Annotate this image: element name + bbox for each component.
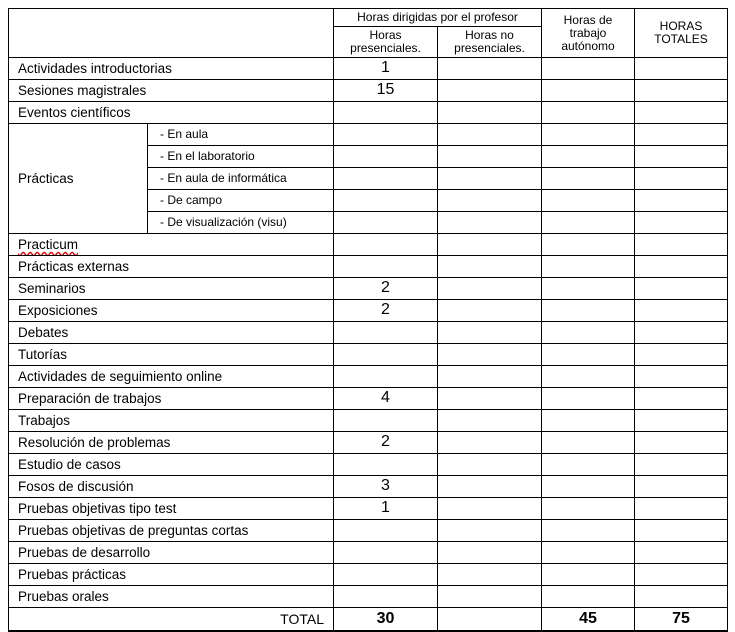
presenciales-cell (334, 168, 438, 190)
no-presenciales-cell (438, 234, 542, 256)
autonomo-cell (542, 432, 635, 454)
table-row (9, 542, 728, 564)
table-row (9, 520, 728, 542)
no-presenciales-cell (438, 454, 542, 476)
practicas-subrow (9, 124, 728, 146)
practicas-label: Prácticas (9, 124, 148, 234)
totales-cell (635, 168, 728, 190)
presenciales-cell: 15 (334, 80, 438, 102)
activity-label: Pruebas objetivas de preguntas cortas (9, 520, 334, 542)
no-presenciales-cell (438, 278, 542, 300)
autonomo-cell (542, 256, 635, 278)
presenciales-cell (334, 146, 438, 168)
activity-label: Estudio de casos (9, 454, 334, 476)
hours-table-container (8, 8, 727, 632)
practicas-sublabel: - En aula de informática (148, 168, 334, 190)
activity-label: Pruebas de desarrollo (9, 542, 334, 564)
table-row (9, 388, 728, 410)
table-row (9, 256, 728, 278)
totales-cell (635, 586, 728, 608)
table-row (9, 432, 728, 454)
table-row (9, 322, 728, 344)
autonomo-cell (542, 366, 635, 388)
no-presenciales-cell (438, 212, 542, 234)
totales-cell (635, 58, 728, 80)
no-presenciales-cell (438, 476, 542, 498)
total-totales: 75 (635, 608, 728, 632)
table-row (9, 300, 728, 322)
activity-label: Debates (9, 322, 334, 344)
header-row-1 (9, 9, 728, 27)
no-presenciales-cell (438, 366, 542, 388)
autonomo-cell (542, 322, 635, 344)
totales-cell (635, 102, 728, 124)
autonomo-cell (542, 278, 635, 300)
presenciales-cell (334, 454, 438, 476)
table-row (9, 102, 728, 124)
presenciales-cell: 2 (334, 300, 438, 322)
activity-label: Pruebas orales (9, 586, 334, 608)
presenciales-cell (334, 124, 438, 146)
header-corner (9, 9, 334, 58)
no-presenciales-cell (438, 542, 542, 564)
practicas-sublabel: - En aula (148, 124, 334, 146)
no-presenciales-cell (438, 102, 542, 124)
total-autonomo: 45 (542, 608, 635, 632)
activity-label: Prácticas externas (9, 256, 334, 278)
table-row (9, 278, 728, 300)
no-presenciales-cell (438, 432, 542, 454)
no-presenciales-cell (438, 168, 542, 190)
presenciales-cell (334, 542, 438, 564)
totales-cell (635, 256, 728, 278)
no-presenciales-cell (438, 344, 542, 366)
totales-cell (635, 300, 728, 322)
totales-cell (635, 498, 728, 520)
totales-cell (635, 564, 728, 586)
activity-label: Actividades de seguimiento online (9, 366, 334, 388)
presenciales-cell: 1 (334, 498, 438, 520)
table-row (9, 498, 728, 520)
table-row (9, 80, 728, 102)
autonomo-cell (542, 520, 635, 542)
autonomo-cell (542, 212, 635, 234)
practicas-sublabel: - De visualización (visu) (148, 212, 334, 234)
activity-label: Tutorías (9, 344, 334, 366)
no-presenciales-cell (438, 80, 542, 102)
autonomo-cell (542, 564, 635, 586)
autonomo-cell (542, 80, 635, 102)
header-totales: HORAS TOTALES (635, 9, 728, 58)
no-presenciales-cell (438, 58, 542, 80)
no-presenciales-cell (438, 410, 542, 432)
total-label: TOTAL (9, 608, 334, 632)
autonomo-cell (542, 410, 635, 432)
presenciales-cell (334, 102, 438, 124)
table-row (9, 344, 728, 366)
no-presenciales-cell (438, 498, 542, 520)
table-row (9, 58, 728, 80)
activity-label: Pruebas objetivas tipo test (9, 498, 334, 520)
activity-label: Trabajos (9, 410, 334, 432)
presenciales-cell (334, 190, 438, 212)
autonomo-cell (542, 388, 635, 410)
practicas-sublabel: - De campo (148, 190, 334, 212)
totales-cell (635, 80, 728, 102)
activity-label: Actividades introductorias (9, 58, 334, 80)
totales-cell (635, 278, 728, 300)
autonomo-cell (542, 344, 635, 366)
table-row (9, 454, 728, 476)
autonomo-cell (542, 146, 635, 168)
autonomo-cell (542, 124, 635, 146)
totales-cell (635, 234, 728, 256)
autonomo-cell (542, 190, 635, 212)
totales-cell (635, 124, 728, 146)
no-presenciales-cell (438, 300, 542, 322)
autonomo-cell (542, 542, 635, 564)
practicum-text: Practicum (18, 237, 79, 252)
activity-label: Sesiones magistrales (9, 80, 334, 102)
header-no-presenciales: Horas no presenciales. (438, 27, 542, 58)
practicas-sublabel: - En el laboratorio (148, 146, 334, 168)
activity-label: Exposiciones (9, 300, 334, 322)
totales-cell (635, 322, 728, 344)
totales-cell (635, 432, 728, 454)
presenciales-cell (334, 234, 438, 256)
totales-cell (635, 476, 728, 498)
totales-cell (635, 388, 728, 410)
header-autonomo: Horas de trabajo autónomo (542, 9, 635, 58)
table-row (9, 366, 728, 388)
presenciales-cell (334, 212, 438, 234)
no-presenciales-cell (438, 146, 542, 168)
no-presenciales-cell (438, 322, 542, 344)
autonomo-cell (542, 476, 635, 498)
table-row (9, 476, 728, 498)
totales-cell (635, 454, 728, 476)
presenciales-cell (334, 586, 438, 608)
presenciales-cell: 2 (334, 432, 438, 454)
autonomo-cell (542, 168, 635, 190)
totales-cell (635, 344, 728, 366)
activity-label (9, 234, 334, 256)
activity-label: Resolución de problemas (9, 432, 334, 454)
totales-cell (635, 366, 728, 388)
autonomo-cell (542, 498, 635, 520)
totales-cell (635, 146, 728, 168)
activity-label: Pruebas prácticas (9, 564, 334, 586)
table-row (9, 564, 728, 586)
presenciales-cell (334, 322, 438, 344)
no-presenciales-cell (438, 520, 542, 542)
autonomo-cell (542, 234, 635, 256)
total-no-presenciales (438, 608, 542, 632)
no-presenciales-cell (438, 256, 542, 278)
totales-cell (635, 212, 728, 234)
totales-cell (635, 520, 728, 542)
hours-table (8, 8, 728, 632)
autonomo-cell (542, 102, 635, 124)
activity-label: Preparación de trabajos (9, 388, 334, 410)
presenciales-cell: 1 (334, 58, 438, 80)
no-presenciales-cell (438, 190, 542, 212)
table-row (9, 410, 728, 432)
presenciales-cell (334, 366, 438, 388)
totales-cell (635, 542, 728, 564)
table-row (9, 586, 728, 608)
autonomo-cell (542, 300, 635, 322)
total-row (9, 608, 728, 632)
activity-label: Eventos científicos (9, 102, 334, 124)
presenciales-cell (334, 344, 438, 366)
presenciales-cell: 2 (334, 278, 438, 300)
autonomo-cell (542, 58, 635, 80)
autonomo-cell (542, 586, 635, 608)
totales-cell (635, 190, 728, 212)
header-group-label: Horas dirigidas por el profesor (334, 9, 542, 27)
activity-label: Fosos de discusión (9, 476, 334, 498)
total-presenciales: 30 (334, 608, 438, 632)
header-presenciales: Horas presenciales. (334, 27, 438, 58)
no-presenciales-cell (438, 388, 542, 410)
presenciales-cell: 3 (334, 476, 438, 498)
presenciales-cell (334, 520, 438, 542)
no-presenciales-cell (438, 586, 542, 608)
presenciales-cell (334, 410, 438, 432)
no-presenciales-cell (438, 124, 542, 146)
autonomo-cell (542, 454, 635, 476)
no-presenciales-cell (438, 564, 542, 586)
presenciales-cell: 4 (334, 388, 438, 410)
totales-cell (635, 410, 728, 432)
presenciales-cell (334, 564, 438, 586)
table-row (9, 234, 728, 256)
activity-label: Seminarios (9, 278, 334, 300)
presenciales-cell (334, 256, 438, 278)
